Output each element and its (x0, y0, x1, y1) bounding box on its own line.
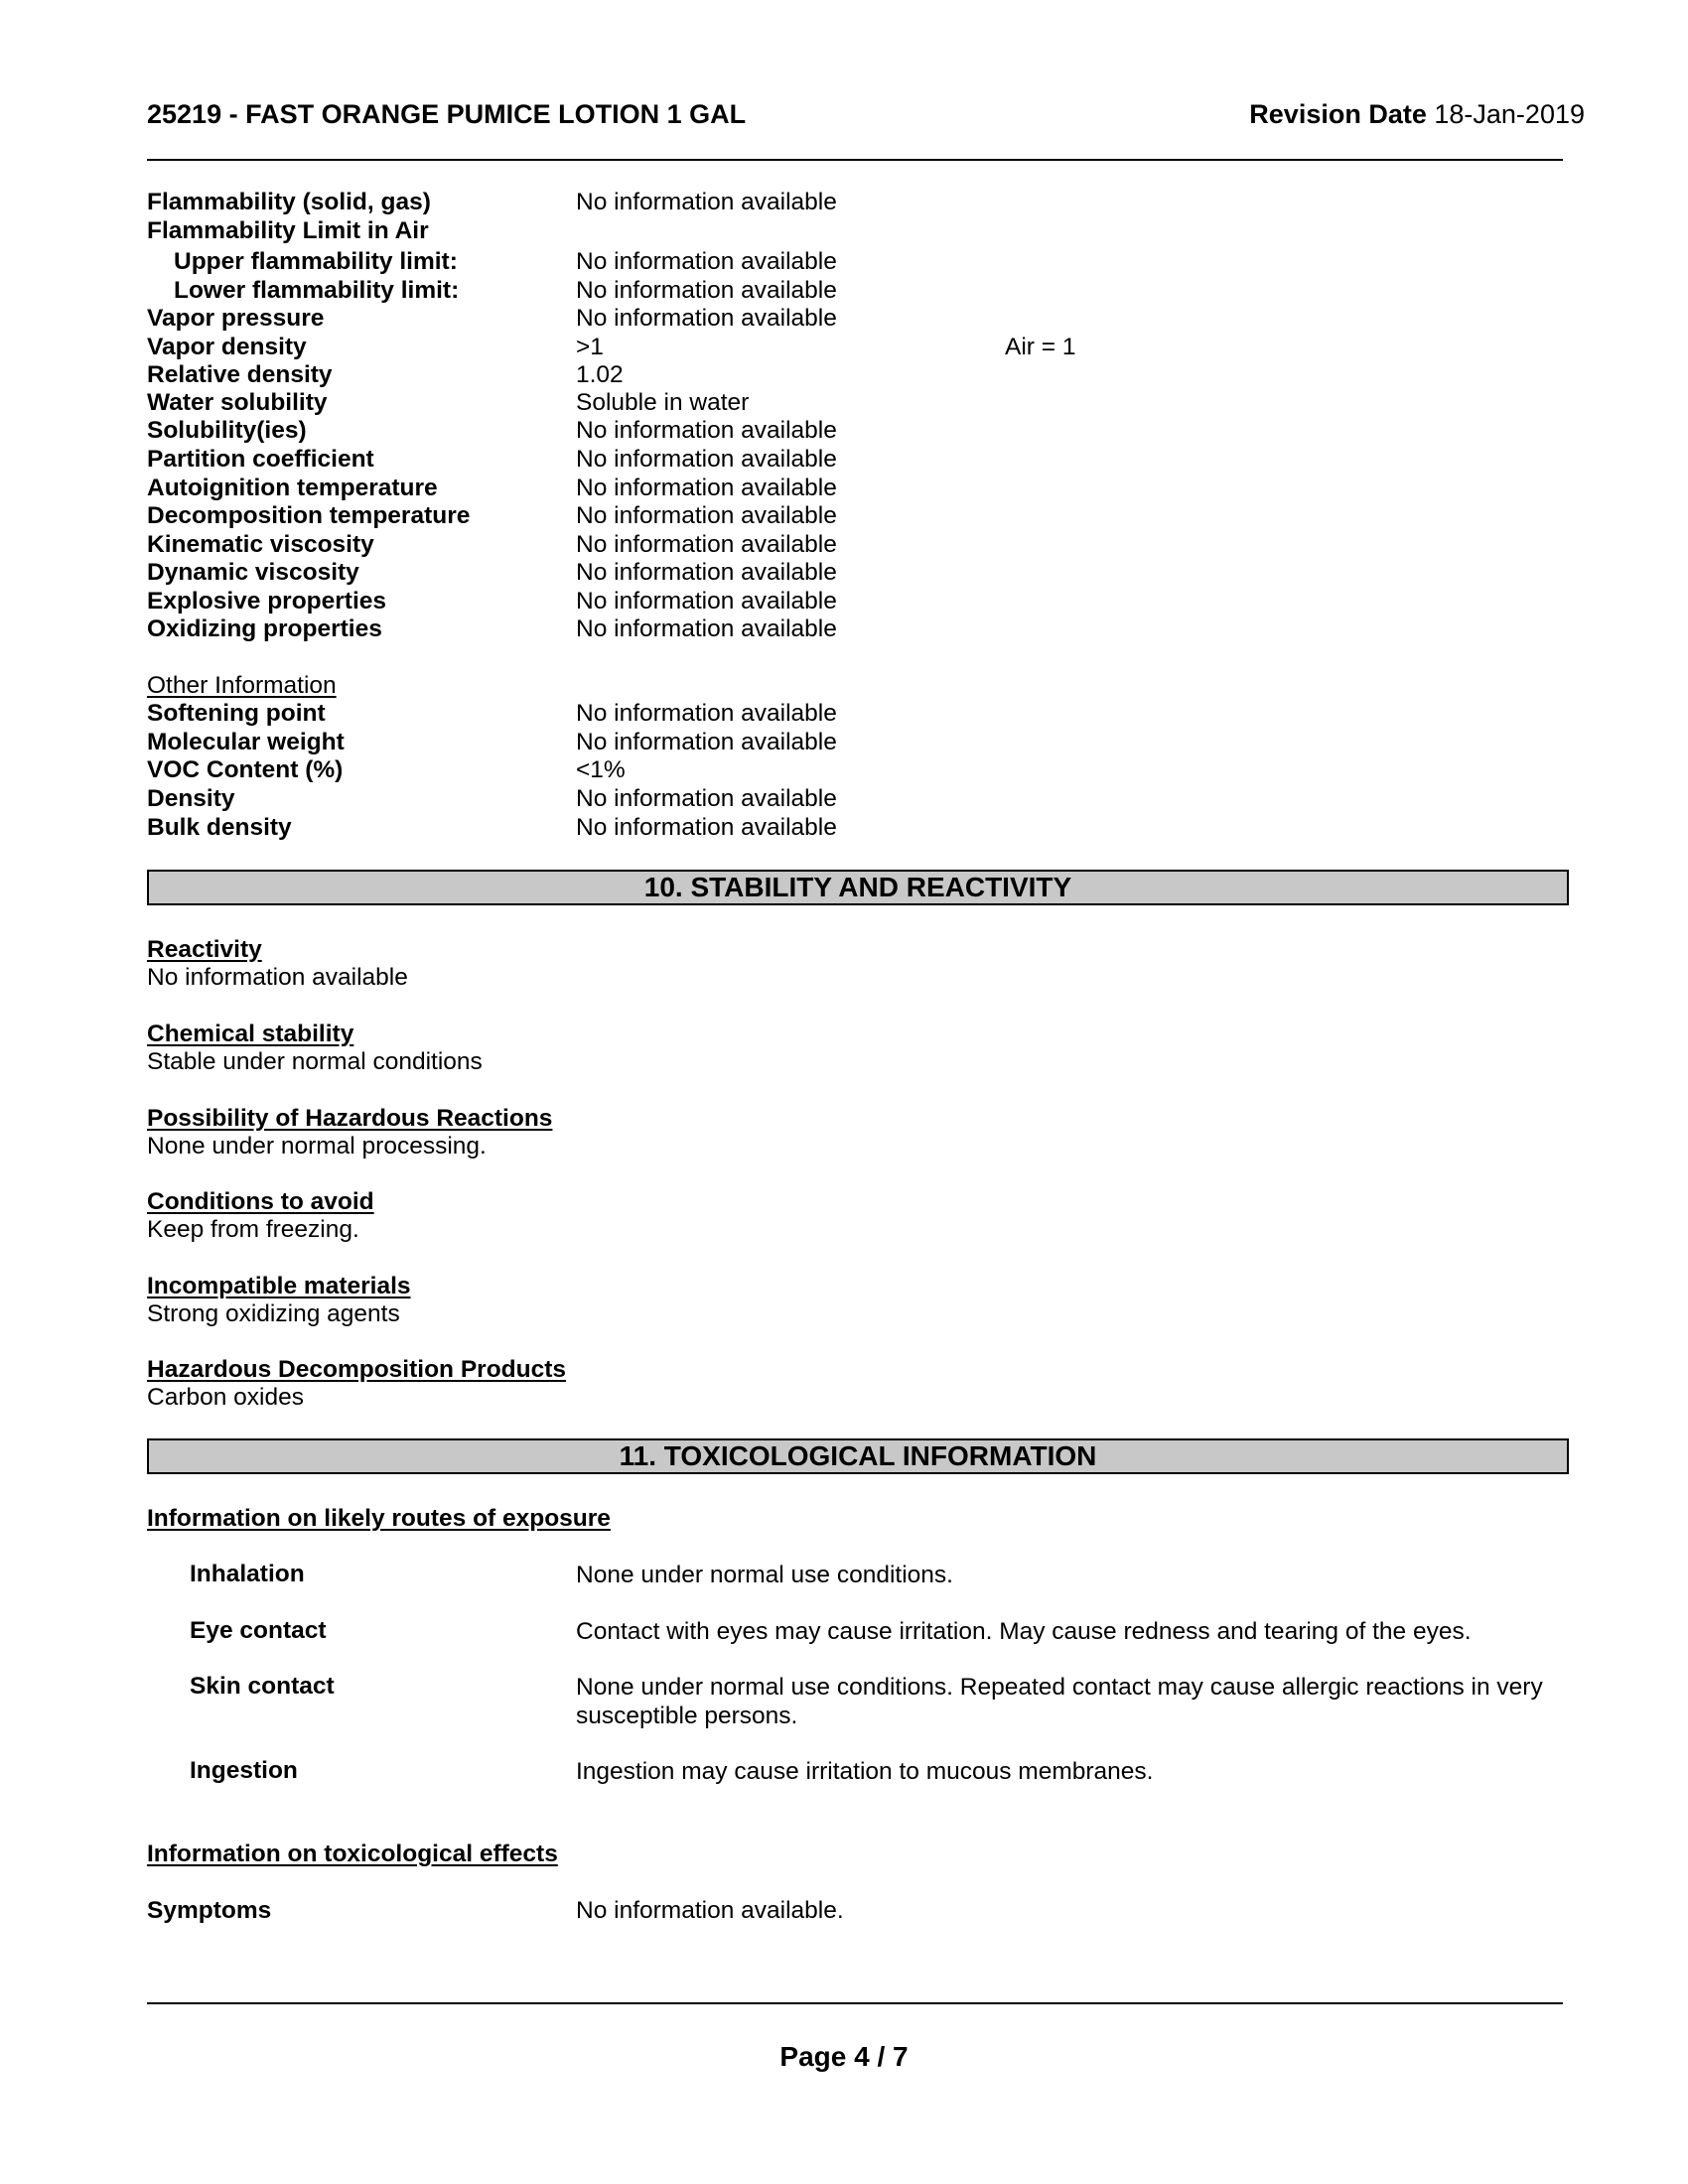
property-row (147, 248, 1569, 276)
property-label: Partition coefficient (147, 446, 374, 473)
property-label: Water solubility (147, 389, 328, 416)
other-info-value: <1% (576, 756, 626, 783)
property-label: Decomposition temperature (147, 502, 471, 529)
property-row (147, 417, 1569, 445)
property-label: Oxidizing properties (147, 615, 382, 642)
toxicological-effects-heading: Information on toxicological effects (147, 1841, 558, 1867)
exposure-row (147, 1673, 1569, 1732)
other-info-label: Softening point (147, 700, 326, 727)
property-label: Solubility(ies) (147, 417, 307, 444)
property-note: Air = 1 (1005, 334, 1076, 360)
other-info-value: No information available (576, 814, 837, 841)
property-label: Vapor pressure (147, 305, 325, 332)
exposure-row (147, 1617, 1569, 1647)
revision-date-label: Revision Date (1249, 99, 1427, 129)
property-label: Lower flammability limit: (174, 277, 460, 304)
property-value: No information available (576, 502, 837, 529)
routes-of-exposure-heading: Information on likely routes of exposure (147, 1505, 611, 1532)
exposure-label: Skin contact (190, 1673, 335, 1700)
other-info-label: Molecular weight (147, 729, 345, 755)
property-label: Flammability Limit in Air (147, 217, 429, 244)
property-value: No information available (576, 305, 837, 332)
hazardous-decomposition-heading: Hazardous Decomposition Products (147, 1356, 567, 1383)
property-label: Autoignition temperature (147, 475, 438, 501)
chemical-stability-heading: Chemical stability (147, 1021, 354, 1047)
property-value: No information available (576, 531, 837, 558)
property-row (147, 217, 1569, 245)
exposure-row (147, 1561, 1569, 1590)
conditions-to-avoid-text: Keep from freezing. (147, 1216, 359, 1243)
other-information-heading: Other Information (147, 672, 337, 699)
other-info-row (147, 729, 1569, 756)
other-info-label: VOC Content (%) (147, 756, 344, 783)
other-info-value: No information available (576, 700, 837, 727)
property-row (147, 277, 1569, 305)
exposure-text: Ingestion may cause irritation to mucous membranes. (576, 1758, 1154, 1785)
property-row (147, 305, 1569, 333)
exposure-label: Eye contact (190, 1617, 327, 1644)
symptoms-label: Symptoms (147, 1897, 272, 1924)
property-row (147, 475, 1569, 502)
property-value: >1 (576, 334, 604, 360)
property-value: No information available (576, 189, 837, 215)
property-value: No information available (576, 277, 837, 304)
property-value: No information available (576, 588, 837, 614)
document-title: 25219 - FAST ORANGE PUMICE LOTION 1 GAL (147, 99, 747, 129)
exposure-label: Inhalation (190, 1561, 305, 1587)
property-row (147, 615, 1569, 643)
property-value: Soluble in water (576, 389, 750, 416)
property-value: 1.02 (576, 361, 624, 388)
other-info-value: No information available (576, 785, 837, 812)
property-row (147, 559, 1569, 587)
other-info-row (147, 814, 1569, 842)
property-label: Flammability (solid, gas) (147, 189, 431, 215)
other-info-label: Bulk density (147, 814, 292, 841)
reactivity-text: No information available (147, 964, 408, 991)
other-info-label: Density (147, 785, 235, 812)
property-value: No information available (576, 475, 837, 501)
symptoms-row (147, 1897, 1569, 1925)
section-11-header: 11. TOXICOLOGICAL INFORMATION (147, 1438, 1569, 1474)
property-value: No information available (576, 446, 837, 473)
hazardous-decomposition-text: Carbon oxides (147, 1384, 304, 1411)
exposure-text: None under normal use conditions. Repeated contact may cause allergic reactions in very susceptible persons. (576, 1674, 1543, 1729)
other-info-row (147, 785, 1569, 813)
property-value: No information available (576, 615, 837, 642)
reactivity-heading: Reactivity (147, 936, 262, 963)
conditions-to-avoid-heading: Conditions to avoid (147, 1188, 374, 1215)
property-value: No information available (576, 559, 837, 586)
property-row (147, 189, 1569, 216)
footer-rule (147, 2002, 1563, 2004)
incompatible-materials-heading: Incompatible materials (147, 1273, 411, 1299)
other-info-row (147, 756, 1569, 784)
exposure-text: None under normal use conditions. (576, 1562, 953, 1588)
incompatible-materials-text: Strong oxidizing agents (147, 1300, 400, 1327)
chemical-stability-text: Stable under normal conditions (147, 1048, 483, 1075)
exposure-row (147, 1757, 1569, 1787)
exposure-label: Ingestion (190, 1757, 298, 1784)
property-label: Upper flammability limit: (174, 248, 458, 275)
property-label: Vapor density (147, 334, 307, 360)
revision-date (1249, 100, 1585, 128)
symptoms-text: No information available. (576, 1897, 844, 1924)
other-info-value: No information available (576, 729, 837, 755)
property-row (147, 502, 1569, 530)
section-10-header: 10. STABILITY AND REACTIVITY (147, 870, 1569, 905)
property-row (147, 446, 1569, 474)
hazardous-reactions-text: None under normal processing. (147, 1133, 487, 1160)
property-value: No information available (576, 417, 837, 444)
other-info-row (147, 700, 1569, 728)
property-value: No information available (576, 248, 837, 275)
property-label: Dynamic viscosity (147, 559, 359, 586)
property-row (147, 361, 1569, 389)
revision-date-value: 18-Jan-2019 (1434, 99, 1585, 129)
header-rule (147, 159, 1563, 161)
property-row (147, 531, 1569, 559)
property-label: Kinematic viscosity (147, 531, 374, 558)
page-number: Page 4 / 7 (779, 2041, 909, 2072)
property-row (147, 389, 1569, 417)
property-row (147, 334, 1569, 361)
property-label: Relative density (147, 361, 333, 388)
exposure-text: Contact with eyes may cause irritation. May cause redness and tearing of the eyes. (576, 1618, 1472, 1645)
hazardous-reactions-heading: Possibility of Hazardous Reactions (147, 1105, 553, 1132)
property-row (147, 588, 1569, 615)
property-label: Explosive properties (147, 588, 387, 614)
